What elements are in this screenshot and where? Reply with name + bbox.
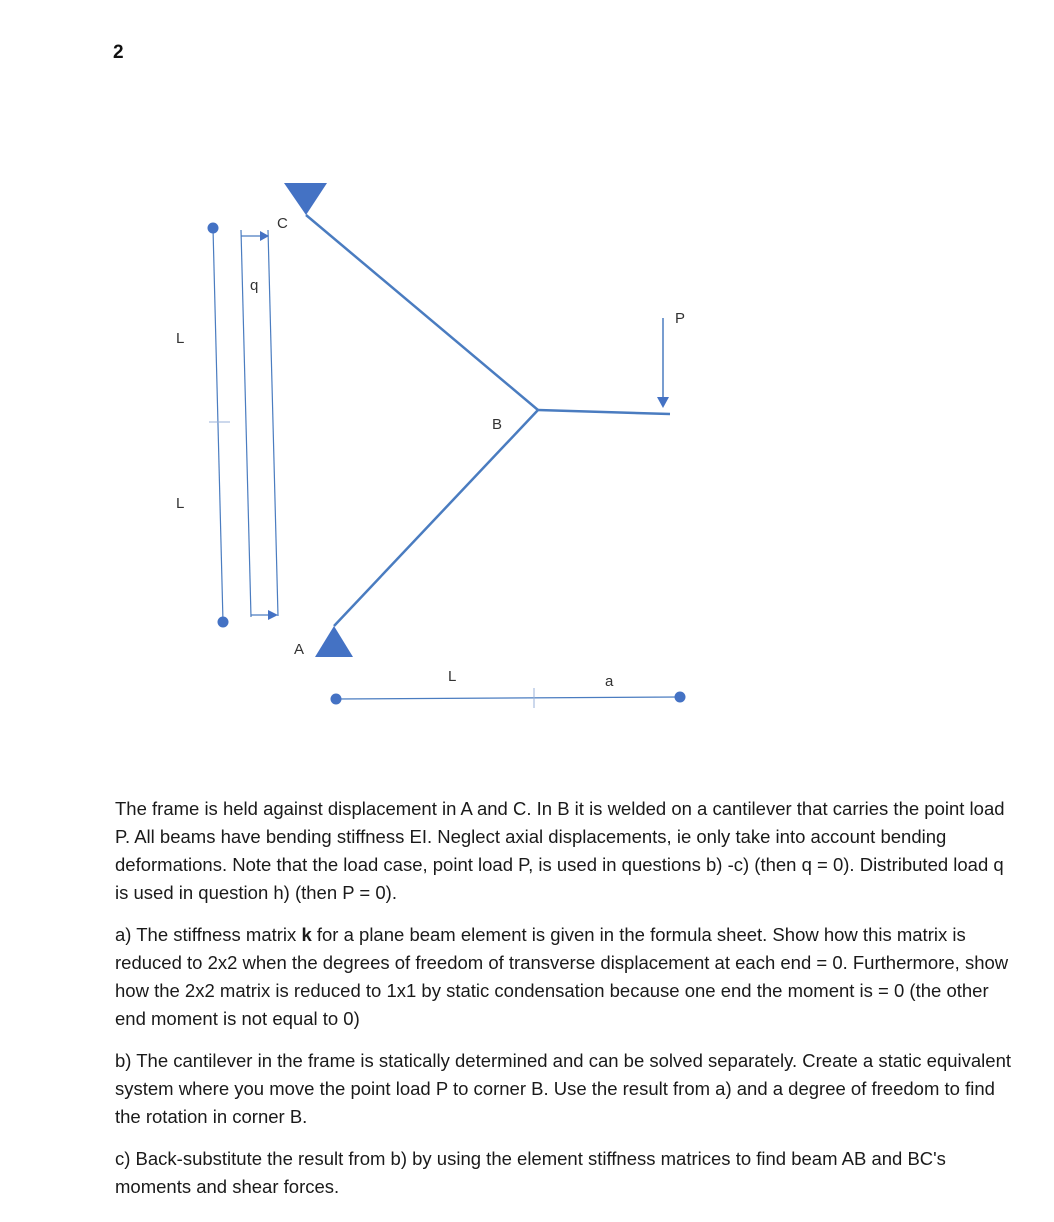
- dim-vertical-bottom-dot: [218, 617, 229, 628]
- dim-horizontal-line: [336, 697, 680, 699]
- support-a: [315, 626, 353, 657]
- label-l-lower: L: [176, 495, 185, 512]
- load-q-bottom-arrowhead: [268, 610, 278, 620]
- load-p-arrowhead: [657, 397, 669, 408]
- member-ab: [334, 410, 538, 626]
- member-cantilever: [538, 410, 670, 414]
- page-number: 2: [113, 42, 124, 63]
- label-c: C: [277, 215, 288, 232]
- label-b: B: [492, 416, 503, 433]
- label-l-horizontal: L: [448, 668, 457, 685]
- label-p: P: [675, 310, 686, 327]
- label-a-node: A: [294, 641, 305, 658]
- support-c: [284, 183, 327, 215]
- member-cb: [306, 215, 538, 410]
- dim-horizontal-left-dot: [331, 694, 342, 705]
- intro-paragraph: The frame is held against displacement in A and C. In B it is welded on a cantilever that carries the point load P. All beams have bending stiffness EI. Neglect axial displacements, ie only take into account bending deformations. Note that the load case, point load P, is used in questions b) -c) (then q = 0). Distributed load q is used in question h) (then P = 0).: [115, 798, 1005, 903]
- dim-horizontal-right-dot: [675, 692, 686, 703]
- question-a: [115, 921, 1015, 1033]
- dim-vertical-top-dot: [208, 223, 219, 234]
- problem-text: [115, 795, 1015, 1215]
- dim-vertical-line: [213, 228, 223, 622]
- question-b: b) The cantilever in the frame is statically determined and can be solved separately. Create a static equivalent system where you move the point load P to corner B. Use the result from a) and a degree of freedom to find the rotation in corner B.: [115, 1050, 1012, 1127]
- question-a-prefix: a) The stiffness matrix: [115, 924, 302, 945]
- label-l-upper: L: [176, 330, 185, 347]
- label-q: q: [250, 277, 259, 294]
- question-c: c) Back-substitute the result from b) by using the element stiffness matrices to find beam AB and BC's moments and shear forces.: [115, 1148, 946, 1197]
- label-a-dimension: a: [605, 673, 614, 690]
- load-q-right-line: [268, 230, 278, 616]
- matrix-k-symbol: k: [301, 924, 312, 945]
- question-a-suffix: for a plane beam element is given in the formula sheet. Show how this matrix is reduced to 2x2 when the degrees of freedom of transverse displacement at each end = 0. Furthermore, show how the 2x2 matrix is reduced to 1x1 by static condensation because one end the moment is = 0 (the other end moment is not equal to 0): [115, 924, 1009, 1029]
